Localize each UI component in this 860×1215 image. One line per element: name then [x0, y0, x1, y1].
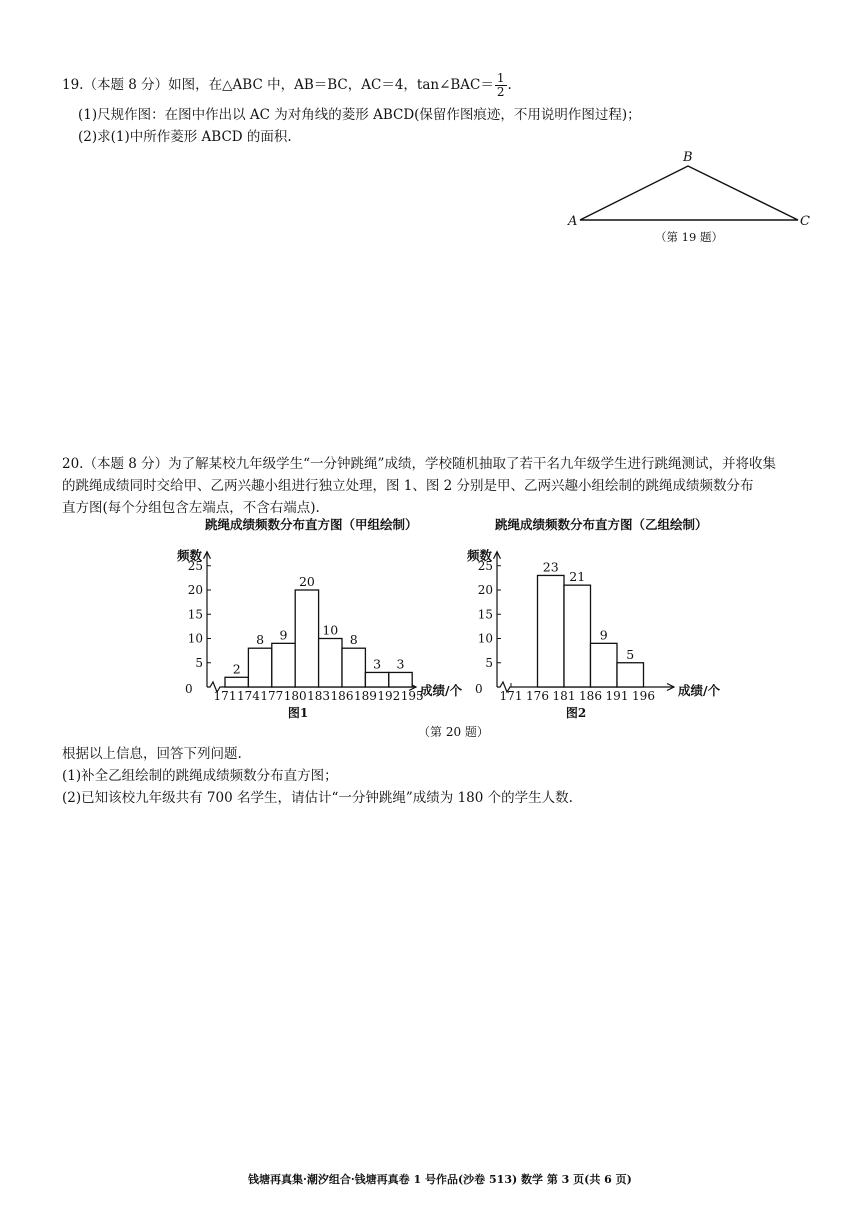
q20-part1: (1)补全乙组绘制的跳绳成绩频数分布直方图；	[62, 768, 338, 784]
bar-value-label: 5	[626, 646, 635, 662]
bar-value-label: 3	[396, 656, 405, 672]
bar-value-label: 23	[542, 559, 559, 575]
vertex-b-label: B	[683, 150, 693, 165]
chart-title: 跳绳成绩频数分布直方图（甲组绘制）	[205, 517, 418, 532]
y-tick-label: 5	[195, 655, 203, 670]
y-tick-label: 25	[477, 558, 493, 573]
bar-value-label: 3	[373, 656, 382, 672]
y-axis-label: 频数	[177, 547, 203, 563]
page-footer: 钱塘再真集·潮汐组合·钱塘再真卷 1 号作品(沙卷 513) 数学 第 3 页(共 6 页)	[248, 1173, 632, 1186]
x-tick-label: 195	[400, 689, 424, 703]
x-axis-label: 成绩/个	[420, 683, 463, 698]
q19-stem-end: .	[507, 77, 512, 93]
bar-value-label: 2	[232, 661, 241, 677]
q19-stem-text: 19.（本题 8 分）如图，在△ABC 中，AB＝BC，AC＝4，tan∠BAC＝	[62, 77, 494, 93]
x-tick-label: 177	[260, 689, 284, 703]
bar-value-label: 8	[349, 632, 358, 648]
y-tick-label: 15	[477, 607, 493, 622]
q20-part2: (2)已知该校九年级共有 700 名学生，请估计“一分钟跳绳”成绩为 180 个的学生人数.	[62, 790, 573, 806]
histogram-group-a	[170, 515, 480, 720]
x-tick-label: 196	[632, 689, 655, 703]
bar-value-label: 9	[599, 627, 608, 643]
bar-value-label: 21	[569, 569, 586, 585]
q19-stem	[62, 72, 512, 99]
q19-figure	[560, 148, 820, 248]
y-tick-label: 20	[187, 583, 203, 597]
bar-value-label: 10	[322, 622, 339, 638]
histogram-bar	[365, 672, 388, 687]
histogram-bar	[591, 643, 618, 687]
q20-caption: （第 20 题）	[418, 725, 489, 739]
histogram-bar	[342, 648, 365, 687]
chart-title: 跳绳成绩频数分布直方图（乙组绘制）	[495, 517, 708, 532]
y-tick-label: 20	[477, 583, 493, 597]
bar-value-label: 20	[298, 574, 315, 589]
histogram-group-b	[460, 515, 730, 720]
x-tick-label: 189	[353, 689, 377, 703]
x-tick-label: 181	[552, 689, 576, 703]
histogram-bar	[272, 643, 295, 687]
triangle-abc	[580, 166, 798, 220]
vertex-a-label: A	[568, 214, 578, 229]
q19-fraction	[495, 72, 507, 99]
q20-line1: 20.（本题 8 分）为了解某校九年级学生“一分钟跳绳”成绩，学校随机抽取了若干名九年级学生进行跳绳测试，并将收集	[62, 456, 776, 472]
x-tick-label: 186	[579, 689, 602, 703]
q19-frac-num: 1	[496, 71, 505, 85]
origin-label: 0	[185, 682, 193, 696]
y-tick-label: 10	[187, 631, 203, 646]
x-tick-label: 176	[526, 689, 549, 703]
q19-caption: （第 19 题）	[655, 230, 723, 244]
histogram-bar	[225, 677, 248, 687]
x-tick-label: 191	[605, 689, 629, 703]
x-axis-label: 成绩/个	[678, 683, 721, 698]
bar-value-label: 8	[256, 632, 265, 648]
x-tick-label: 180	[283, 689, 307, 703]
x-tick-label: 192	[377, 689, 401, 703]
vertex-c-label: C	[800, 214, 810, 229]
q19-part1: (1)尺规作图：在图中作出以 AC 为对角线的菱形 ABCD(保留作图痕迹，不用说明作图过程)；	[78, 107, 641, 123]
q20-after: 根据以上信息，回答下列问题.	[62, 746, 242, 762]
y-tick-label: 15	[187, 607, 203, 622]
q19-part2: (2)求(1)中所作菱形 ABCD 的面积.	[78, 129, 292, 145]
histogram-bar	[617, 663, 644, 687]
histogram-bar	[319, 639, 342, 688]
q19-frac-den: 2	[496, 85, 505, 99]
histogram-bar	[248, 648, 271, 687]
q20-line3: 直方图(每个分组包含左端点，不含右端点).	[62, 500, 320, 516]
y-tick-label: 25	[187, 558, 203, 573]
x-tick-label: 174	[236, 689, 260, 703]
histogram-bar	[538, 575, 565, 687]
x-tick-label: 171	[213, 689, 237, 703]
x-tick-label: 186	[330, 689, 354, 703]
bar-value-label: 9	[279, 627, 288, 643]
y-tick-label: 5	[485, 655, 493, 670]
y-tick-label: 10	[477, 631, 493, 646]
q20-line2: 的跳绳成绩同时交给甲、乙两兴趣小组进行独立处理，图 1、图 2 分别是甲、乙两兴趣小组绘制的跳绳成绩频数分布	[62, 478, 754, 494]
origin-label: 0	[475, 682, 483, 696]
histogram-bar	[295, 590, 318, 687]
histogram-bar	[389, 672, 412, 687]
x-tick-label: 183	[307, 689, 331, 703]
histogram-bar	[564, 585, 591, 687]
x-tick-label: 171	[499, 689, 523, 703]
y-axis-label: 频数	[467, 547, 493, 563]
figure-label: 图2	[565, 706, 587, 720]
figure-label: 图1	[287, 706, 309, 720]
